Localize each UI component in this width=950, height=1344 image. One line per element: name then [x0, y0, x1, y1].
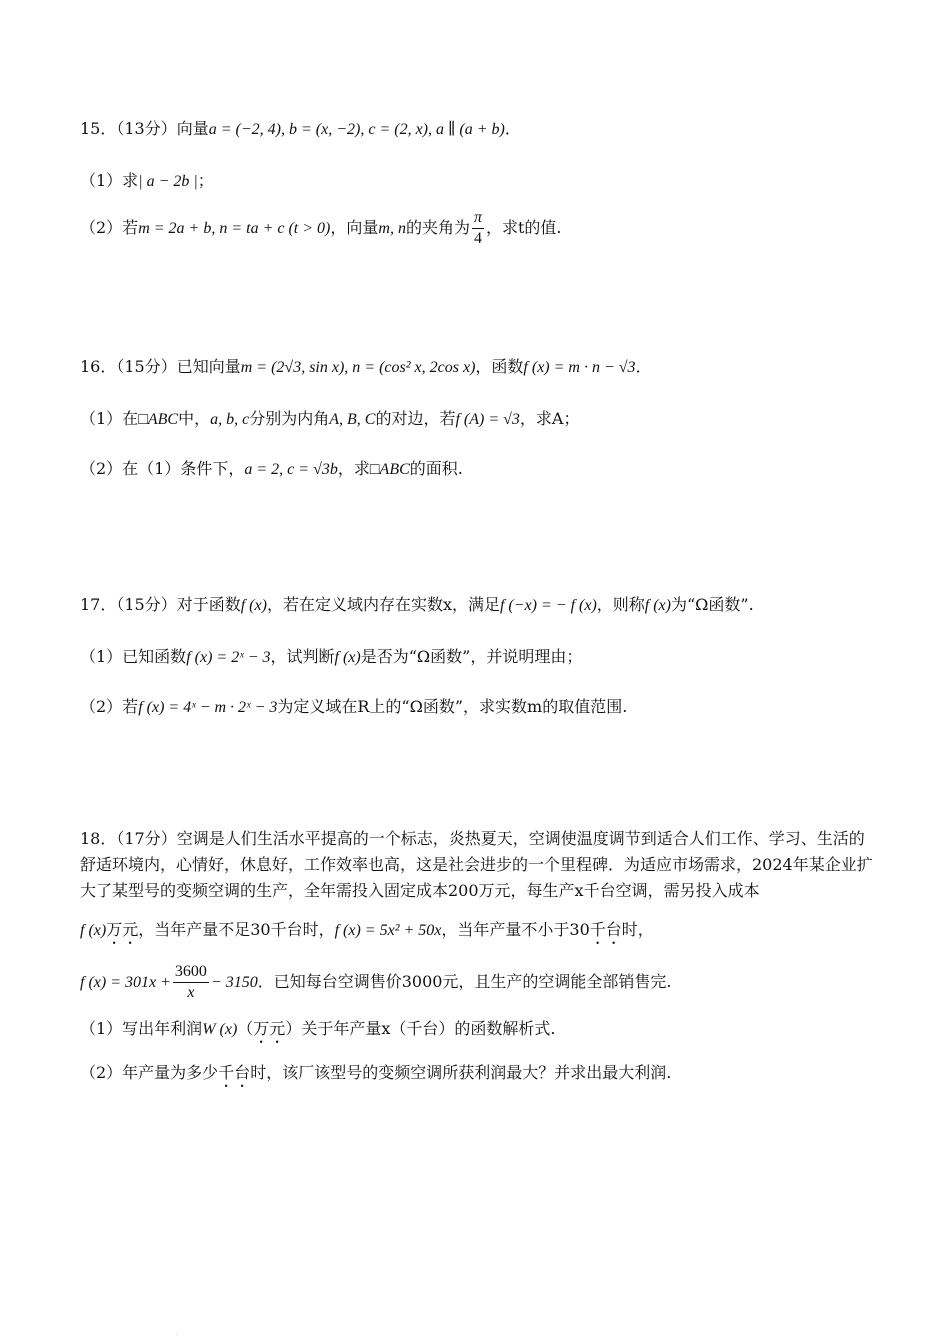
q17-stem-f2: f (x)	[644, 597, 671, 614]
q17-stem	[80, 594, 754, 617]
q18-part2	[80, 1062, 671, 1091]
q18-line5-suffix: ．已知每台空调售价3000元，且生产的空调能全部销售完.	[257, 972, 672, 991]
q17-stem-prefix: 17．（15分）对于函数	[80, 595, 241, 614]
q16-p1-cond: f (A) = √3	[455, 411, 520, 428]
q16-part2	[80, 458, 463, 481]
q18-part1	[80, 1018, 555, 1047]
q15-p1-math: | a − 2b |	[138, 173, 198, 190]
q16-p2-cond: a = 2, c = √3b	[244, 461, 338, 478]
q17-stem-suffix: 为“Ω函数”.	[670, 595, 754, 614]
q18-p1-W: W (x)	[202, 1021, 238, 1038]
q18-fraction	[173, 962, 209, 1003]
q18-line4-func: f (x) = 5x² + 50x	[334, 922, 442, 939]
q15-p2-prefix: （2）若	[80, 218, 139, 237]
q16-p2-mid: ，求	[337, 459, 370, 478]
q18-line4-f: f (x)	[80, 922, 107, 939]
q17-stem-mid2: ，则称	[596, 595, 645, 614]
q17-p2-func: f (x) = 4ˣ − m · 2ˣ − 3	[138, 699, 278, 716]
q18-line5	[80, 960, 672, 1005]
q18-line4-mid1: ，当年产量不足30千台时，	[138, 920, 335, 939]
q15-frac-den: 4	[473, 230, 482, 247]
q15-stem-suffix: ．	[504, 119, 521, 138]
q15-part2	[80, 208, 562, 249]
q15-frac-num: π	[472, 208, 484, 229]
q18-frac-den: x	[187, 984, 195, 1001]
q18-line5-func-b: − 3150	[210, 974, 258, 991]
q16-stem	[80, 356, 652, 379]
q15-angle-fraction	[472, 208, 484, 249]
q16-p2-prefix: （2）在（1）条件下，	[80, 459, 245, 478]
q16-stem-mid: ，函数	[475, 357, 524, 376]
q18-p2-unit: 千台	[218, 1063, 251, 1082]
q17-stem-f: f (x)	[240, 597, 267, 614]
q18-p2-prefix: （2）年产量为多少	[80, 1063, 219, 1082]
q15-p1-suffix: ；	[197, 171, 214, 190]
q16-stem-math: m = (2√3, sin x), n = (cos² x, 2cos x)	[240, 359, 476, 376]
q16-stem-suffix: ．	[635, 357, 652, 376]
q16-p1-prefix: （1）在	[80, 409, 139, 428]
q18-line4-mid2: ，当年产量不小于30	[441, 920, 590, 939]
q15-stem-math: a = (−2, 4), b = (x, −2), c = (2, x), a ∥ (a + b)	[208, 121, 505, 138]
q16-stem-func: f (x) = m · n − √3	[523, 359, 636, 376]
q15-p2-mn: m, n	[378, 220, 406, 237]
q18-line4	[80, 919, 654, 948]
q18-line4-unit2: 千台	[589, 920, 622, 939]
q18-stem-paragraph: 18．（17分）空调是人们生活水平提高的一个标志，炎热夏天，空调使温度调节到适合人们工作、学习、生活的舒适环境内，心情好，休息好，工作效率也高，这是社会进步的一个里程碑．为适应市场需求，2024年某企业扩大了某型号的变频空调的生产，全年需投入固定成本200万元，每生产x千台空调，需另投入成本	[80, 829, 873, 900]
q18-p1-mid: （	[237, 1019, 254, 1038]
q16-p1-mid2: 分别为内角	[249, 409, 330, 428]
q17-stem-mid1: ，若在定义域内存在实数x，满足	[266, 595, 500, 614]
q17-p1-suffix: 是否为“Ω函数”，并说明理由；	[360, 647, 583, 666]
q17-p1-func: f (x) = 2ˣ − 3	[186, 649, 271, 666]
footer-dot: .	[176, 1330, 178, 1337]
q16-p2-suffix: 的面积.	[409, 459, 463, 478]
q18-frac-num: 3600	[173, 962, 209, 983]
q15-stem	[80, 118, 521, 141]
q15-p1-prefix: （1）求	[80, 171, 139, 190]
q16-p1-mid3: 的对边，若	[375, 409, 456, 428]
q15-stem-prefix: 15．（13分）向量	[80, 119, 209, 138]
q16-p1-abc: a, b, c	[210, 411, 250, 428]
q16-p1-ABC: A, B, C	[329, 411, 376, 428]
q17-part2	[80, 696, 627, 719]
q18-line5-func-a: f (x) = 301x +	[80, 974, 171, 991]
q15-p2-suffix: ，求t的值.	[485, 218, 562, 237]
q17-p1-f: f (x)	[334, 649, 361, 666]
q18-p1-unit: 万元	[253, 1019, 286, 1038]
q18-line4-unit: 万元	[106, 920, 139, 939]
q15-p2-mid: ，向量	[330, 218, 379, 237]
q16-part1	[80, 408, 579, 431]
q17-part1	[80, 646, 582, 669]
q15-part1	[80, 170, 214, 193]
q17-stem-cond: f (−x) = − f (x)	[499, 597, 597, 614]
q17-p1-prefix: （1）已知函数	[80, 647, 187, 666]
q18-line4-suffix: 时，	[621, 920, 654, 939]
q16-p1-mid1: 中，	[178, 409, 211, 428]
q17-p1-mid: ，试判断	[270, 647, 335, 666]
q15-p2-math: m = 2a + b, n = ta + c (t > 0)	[138, 220, 331, 237]
q16-p2-triangle: □ABC	[369, 461, 410, 478]
q18-p1-prefix: （1）写出年利润	[80, 1019, 203, 1038]
q16-stem-prefix: 16．（15分）已知向量	[80, 357, 241, 376]
q15-p2-angle-text: 的夹角为	[405, 218, 470, 237]
q18-p1-suffix: ）关于年产量x（千台）的函数解析式.	[285, 1019, 556, 1038]
q16-p1-suffix: ，求A；	[519, 409, 580, 428]
q17-p2-prefix: （2）若	[80, 697, 139, 716]
q17-p2-suffix: 为定义域在R上的“Ω函数”，求实数m的取值范围.	[277, 697, 628, 716]
q18-p2-suffix: 时，该厂该型号的变频空调所获利润最大？并求出最大利润.	[250, 1063, 672, 1082]
q16-p1-triangle: □ABC	[138, 411, 179, 428]
